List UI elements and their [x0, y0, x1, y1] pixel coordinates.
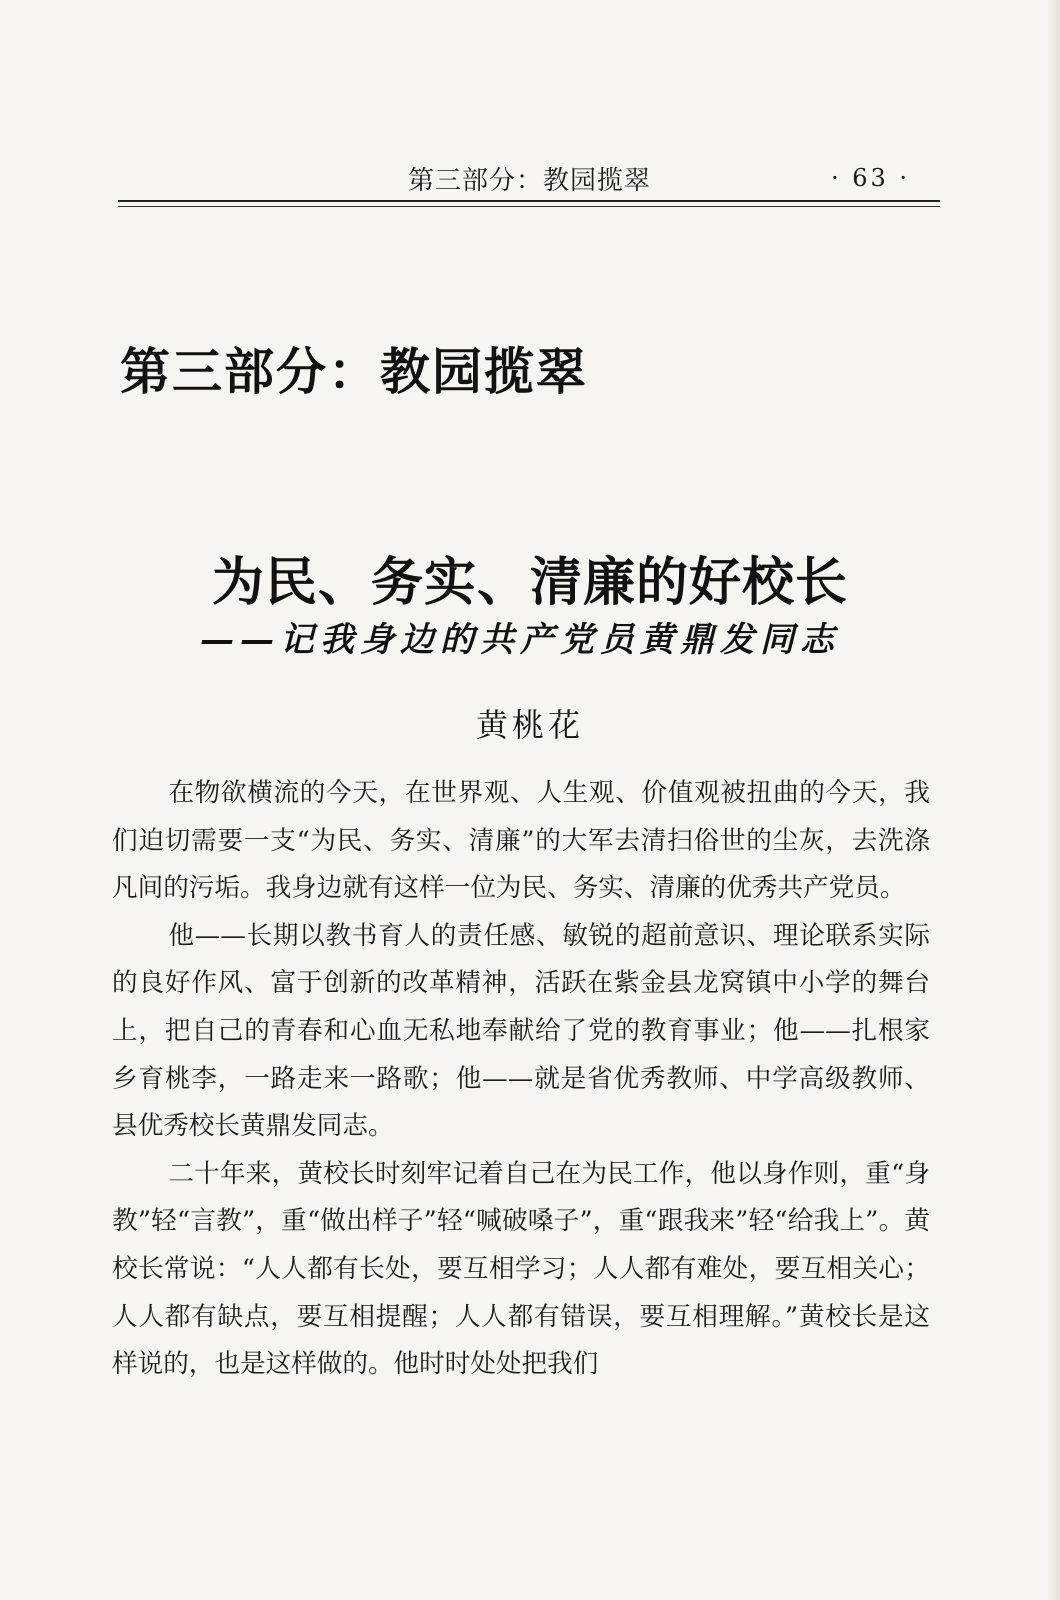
part-title: 第三部分：教园揽翠	[120, 343, 588, 401]
article-title: 为民、务实、清廉的好校长	[211, 552, 848, 613]
article-body	[112, 770, 930, 1389]
running-header	[118, 156, 940, 196]
paragraph: 在物欲横流的今天，在世界观、人生观、价值观被扭曲的今天，我们迫切需要一支“为民、务实、清廉”的大军去清扫俗世的尘灰，去洗涤凡间的污垢。我身边就有这样一位为民、务实、清廉的优秀共产党员。	[112, 778, 930, 904]
header-rule-thin	[118, 206, 940, 207]
article-subtitle: ——记我身边的共产党员黄鼎发同志	[200, 620, 840, 660]
paragraph: 他——长期以教书育人的责任感、敏锐的超前意识、理论联系实际的良好作风、富于创新的改革精神，活跃在紫金县龙窝镇中小学的舞台上，把自己的青春和心血无私地奉献给了党的教育事业；他——扎根家乡育桃李，一路走来一路歌；他——就是省优秀教师、中学高级教师、县优秀校长黄鼎发同志。	[112, 920, 930, 1142]
header-rule-thick	[118, 200, 940, 202]
page-edge-shadow	[1046, 0, 1060, 1600]
paragraph: 二十年来，黄校长时刻牢记着自己在为民工作，他以身作则，重“身教”轻“言教”，重“做出样子”轻“喊破嗓子”，重“跟我来”轻“给我上”。黄校长常说：“人人都有长处，要互相学习；人人都有难处，要互相关心；人人都有缺点，要互相提醒；人人都有错误，要互相理解。”黄校长是这样说的，也是这样做的。他时时处处把我们	[112, 1158, 930, 1380]
page-number: · 63 ·	[830, 164, 910, 192]
article-author: 黄桃花	[475, 706, 584, 744]
running-header-title: 第三部分：教园揽翠	[408, 166, 652, 196]
